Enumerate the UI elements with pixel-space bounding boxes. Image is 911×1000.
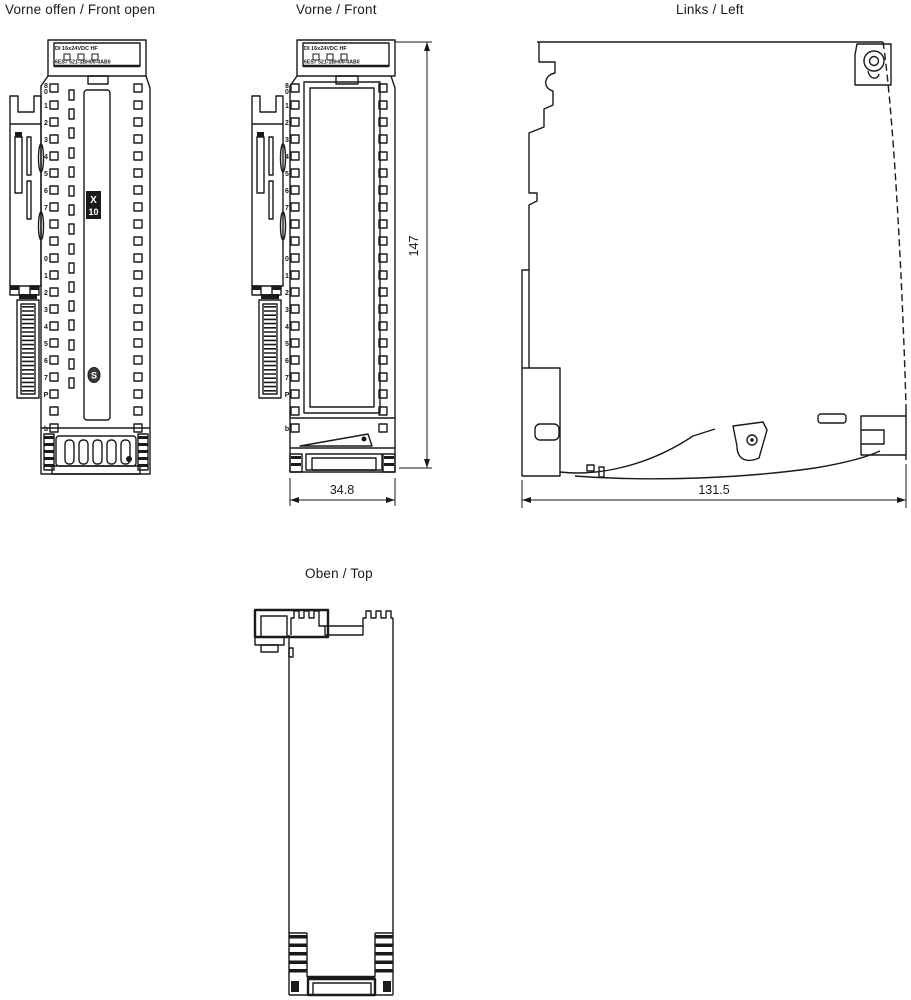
front-open-channel-labels [44,83,49,433]
front-channel-labels [285,83,290,433]
top-front-section [289,933,393,995]
channel-label: 6 [44,358,48,365]
front-open-label-line1: DI 16x24VDC HF [55,46,98,52]
view-front-drawing [248,38,438,508]
channel-label: 2 [44,290,48,297]
dimension-height [395,42,432,468]
front-open-terminal-door [84,90,110,420]
x10-label-line2: 10 [88,207,99,217]
front-label-line2: 6ES7 521-1BH00-0AB0 [304,59,360,66]
channel-label: 0 [285,256,289,263]
title-front: Vorne / Front [296,2,377,17]
dimension-depth [522,464,906,508]
title-left: Links / Left [676,2,744,17]
channel-label: 0 [44,256,48,263]
channel-label: 2 [285,120,289,127]
front-channel-squares [291,84,387,432]
channel-label: P [284,392,290,399]
brand-logo-letter: S [90,370,98,381]
channel-label: 5 [285,341,289,348]
channel-label: 6 [285,358,289,365]
title-front-open: Vorne offen / Front open [5,2,156,17]
channel-label: 7 [285,375,289,382]
channel-label: 6 [285,188,289,195]
front-label-line1: DI 16x24VDC HF [304,46,347,52]
front-open-label-line2: 6ES7 521-1BH00-0AB0 [55,59,111,66]
front-open-bus-attachment [10,96,44,398]
channel-label: 5 [44,341,48,348]
dimension-height-label: 147 [407,235,421,257]
view-left-drawing [515,28,910,510]
front-bottom-latch [290,434,395,472]
channel-label: 8 [285,83,289,90]
channel-label: 7 [285,205,289,212]
channel-label: 0 [285,89,289,96]
channel-label: 3 [285,137,289,144]
channel-label: 3 [285,307,289,314]
channel-label: 1 [44,103,48,110]
channel-label: 3 [44,137,48,144]
channel-label: b [284,426,290,433]
title-top: Oben / Top [305,566,373,581]
channel-label: 7 [44,375,48,382]
channel-label: 1 [285,103,289,110]
view-top-drawing [248,590,468,1000]
x10-label-line1: X [90,195,97,206]
left-body-outline [522,42,906,476]
dimension-width [290,478,395,506]
channel-label: 2 [44,120,48,127]
dimension-width-label: 34.8 [329,483,355,497]
front-bus-attachment [252,96,286,398]
channel-label: 2 [285,290,289,297]
channel-label: 4 [285,324,289,331]
channel-label: 0 [44,89,48,96]
channel-label: 1 [285,273,289,280]
channel-label: 6 [44,188,48,195]
channel-label: 5 [44,171,48,178]
dimension-depth-label: 131.5 [698,483,730,497]
channel-label: b [43,426,49,433]
channel-label: 7 [44,205,48,212]
channel-label: 4 [44,154,48,161]
channel-label: 5 [285,171,289,178]
channel-label: 1 [44,273,48,280]
front-open-bottom-connector [44,434,148,474]
left-bottom-latch [560,414,906,479]
view-front-open-drawing [8,38,168,478]
channel-label: 4 [44,324,48,331]
channel-label: P [43,392,49,399]
channel-label: 8 [44,83,48,90]
channel-label: 4 [285,154,289,161]
channel-label: 3 [44,307,48,314]
